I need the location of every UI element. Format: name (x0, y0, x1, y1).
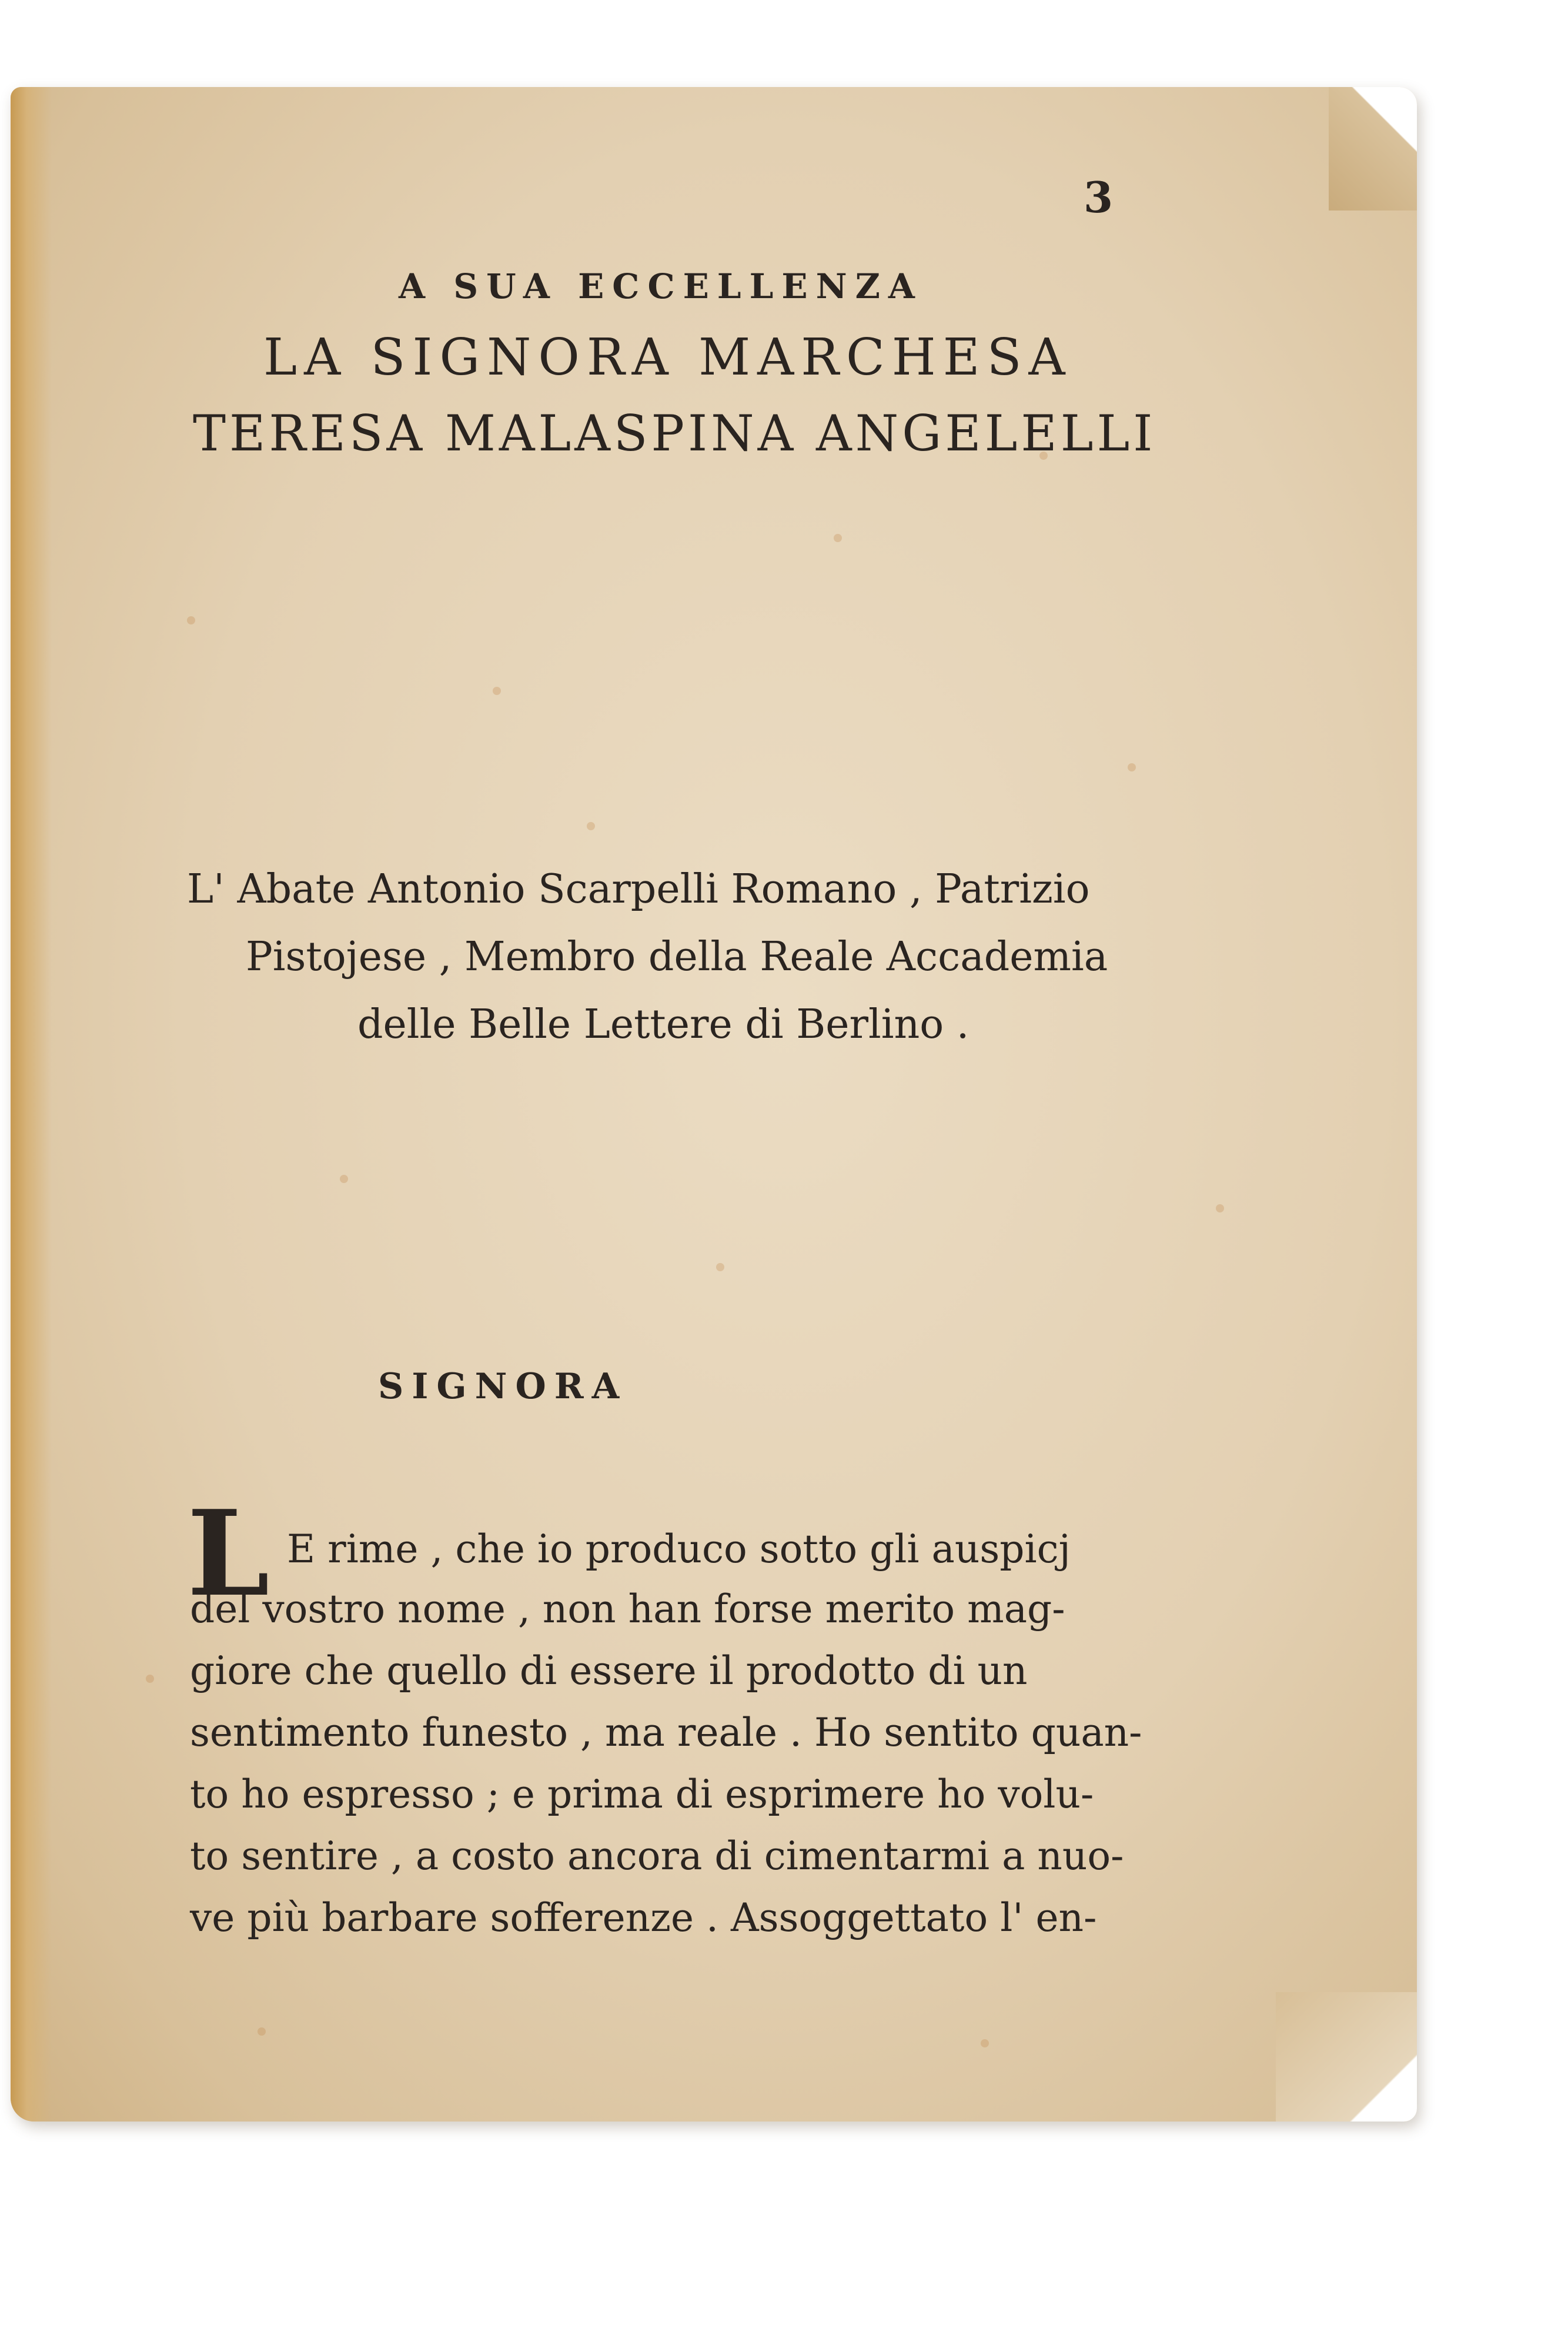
body-line-2: del vostro nome , non han forse merito mag- (190, 1586, 1065, 1632)
page-spine-edge (11, 87, 52, 2122)
body-line-4: sentimento funesto , ma reale . Ho sentito quan- (190, 1710, 1142, 1755)
dedicatee-title-line-2: TERESA MALASPINA ANGELELLI (193, 405, 1156, 462)
body-line-6: to sentire , a costo ancora di cimentarmi a nuo- (190, 1833, 1124, 1879)
author-line-2: Pistojese , Membro della Reale Accademia (246, 934, 1108, 980)
body-line-3: giore che quello di essere il prodotto di un (190, 1648, 1028, 1693)
body-line-5: to ho espresso ; e prima di esprimere ho volu- (190, 1772, 1094, 1817)
author-line-3: delle Belle Lettere di Berlino . (357, 1001, 969, 1048)
book-page (11, 87, 1417, 2122)
body-line-1: E rime , che io produco sotto gli auspicj (287, 1526, 1071, 1572)
drop-cap: L (187, 1485, 270, 1623)
body-line-7: ve più barbare sofferenze . Assoggettato l' en- (190, 1895, 1097, 1940)
dedication-heading: A SUA ECCELLENZA (399, 266, 923, 306)
folded-corner-bottom-right (1276, 1992, 1417, 2122)
salutation: SIGNORA (378, 1366, 628, 1407)
dedicatee-title-line-1: LA SIGNORA MARCHESA (263, 328, 1072, 387)
author-line-1: L' Abate Antonio Scarpelli Romano , Patrizio (187, 866, 1090, 913)
page-number: 3 (1084, 172, 1114, 222)
torn-corner-top-right (1329, 87, 1417, 211)
